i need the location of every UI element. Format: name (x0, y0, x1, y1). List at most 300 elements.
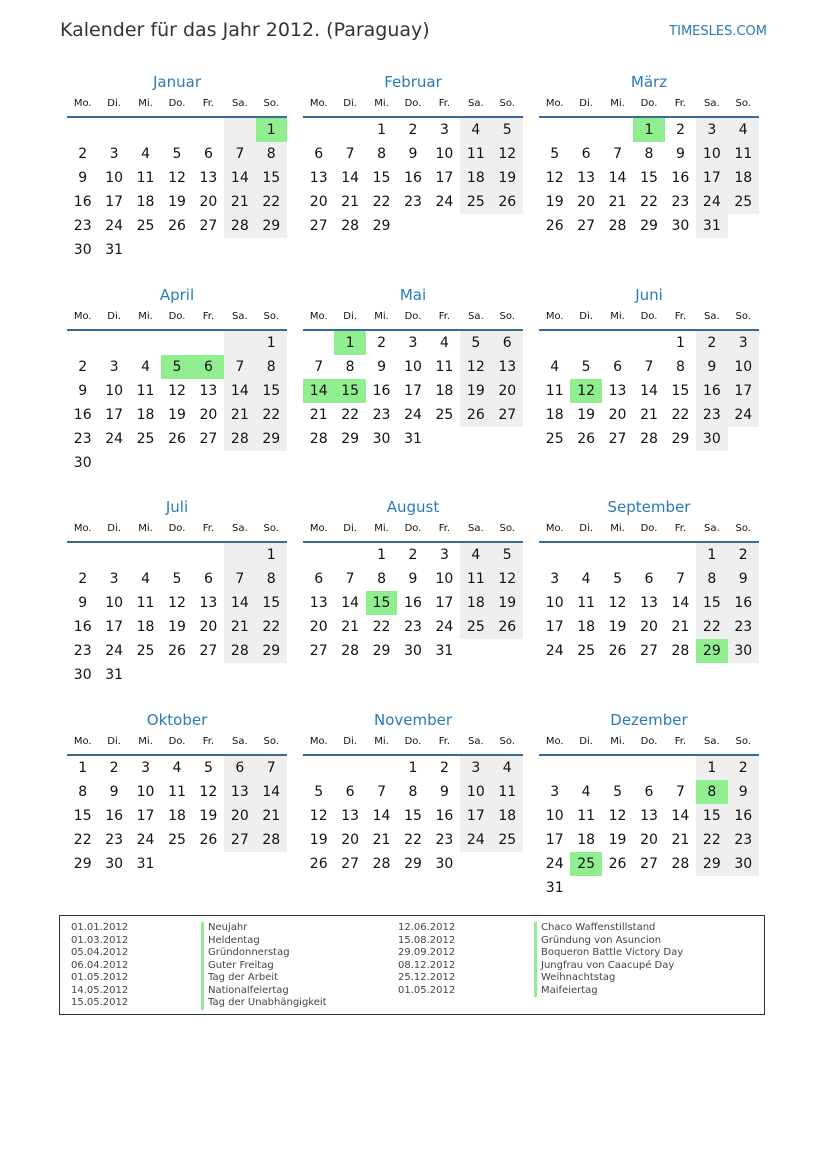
empty-cell (193, 543, 224, 567)
day-cell: 6 (203, 571, 213, 587)
month-name: November (373, 711, 453, 729)
day-cell: 22 (341, 407, 360, 423)
day-cell: 28 (224, 427, 255, 451)
empty-cell (67, 118, 98, 142)
day-cell: 24 (696, 190, 727, 214)
day-cell: 26 (492, 615, 523, 639)
empty-cell (602, 876, 633, 900)
day-cell: 15 (256, 591, 287, 615)
weekday-label: Sa. (231, 523, 248, 534)
day-cell: 30 (105, 856, 124, 872)
day-cell: 25 (136, 218, 155, 234)
day-cell: 28 (640, 431, 658, 447)
weekday-label: Do. (168, 736, 186, 747)
day-cell: 12 (168, 170, 186, 186)
day-cell: 15 (256, 166, 287, 190)
weekday-label: Di. (343, 98, 357, 109)
day-cell: 21 (341, 194, 360, 210)
day-cell: 29 (696, 639, 727, 663)
empty-cell (633, 756, 664, 780)
day-cell: 23 (671, 194, 690, 210)
day-cell: 2 (696, 331, 727, 355)
empty-cell (224, 543, 255, 567)
day-cell: 4 (550, 359, 560, 375)
legend-date: 15.08.2012 (398, 934, 456, 946)
day-cell: 7 (644, 359, 654, 375)
day-cell: 30 (73, 667, 92, 683)
day-cell: 8 (696, 567, 727, 591)
day-cell: 25 (728, 190, 759, 214)
weekday-label: Fr. (202, 523, 215, 534)
day-cell: 24 (404, 407, 422, 423)
weekday-label: Mi. (374, 523, 389, 534)
day-cell: 2 (408, 547, 418, 563)
day-cell: 11 (460, 142, 491, 166)
legend-date: 01.05.2012 (398, 984, 456, 996)
weekday-header (67, 309, 287, 331)
weekday-label: Do. (404, 98, 422, 109)
empty-cell (366, 756, 397, 780)
day-cell: 16 (73, 619, 92, 635)
empty-cell (130, 663, 161, 687)
weekday-label: Do. (404, 311, 422, 322)
empty-cell (696, 876, 727, 900)
weekday-label: Di. (579, 98, 593, 109)
day-cell: 29 (640, 218, 658, 234)
day-cell: 20 (577, 194, 596, 210)
day-cell: 10 (136, 784, 155, 800)
day-cell: 8 (377, 146, 387, 162)
day-cell: 14 (640, 383, 658, 399)
day-cell: 7 (224, 567, 255, 591)
empty-cell (193, 663, 224, 687)
day-cell: 26 (168, 218, 186, 234)
day-cell: 14 (341, 170, 360, 186)
day-cell: 23 (404, 619, 422, 635)
day-cell: 1 (696, 543, 727, 567)
day-cell: 25 (492, 828, 523, 852)
day-cell: 11 (728, 142, 759, 166)
day-cell: 10 (435, 571, 454, 587)
day-cell: 13 (199, 595, 218, 611)
day-cell: 3 (728, 331, 759, 355)
month-name: August (386, 498, 440, 516)
day-cell: 19 (492, 166, 523, 190)
day-cell: 11 (545, 383, 564, 399)
empty-cell (492, 427, 523, 451)
day-cell: 12 (168, 595, 186, 611)
month-name: Januar (153, 73, 201, 91)
legend-holiday-name: Guter Freitag (201, 960, 327, 973)
day-cell: 29 (73, 856, 92, 872)
day-cell: 4 (141, 571, 151, 587)
day-cell: 11 (435, 359, 454, 375)
weekday-label: Mi. (610, 98, 625, 109)
day-cell: 7 (345, 146, 355, 162)
day-cell: 24 (545, 856, 564, 872)
day-cell: 20 (608, 407, 627, 423)
day-cell: 16 (696, 379, 727, 403)
day-cell: 12 (309, 808, 328, 824)
weekday-label: Fr. (438, 736, 451, 747)
day-cell: 30 (696, 427, 727, 451)
day-cell: 2 (109, 760, 119, 776)
day-cell: 24 (435, 194, 454, 210)
day-cell: 15 (372, 170, 391, 186)
day-cell: 15 (334, 379, 365, 403)
day-cell: 6 (224, 756, 255, 780)
empty-cell (161, 118, 192, 142)
day-cell: 31 (105, 667, 124, 683)
day-cell: 5 (161, 355, 192, 379)
day-cell: 24 (435, 619, 454, 635)
day-cell: 30 (372, 431, 391, 447)
weekday-label: Mo. (73, 736, 92, 747)
day-cell: 6 (314, 146, 324, 162)
day-cell: 24 (460, 828, 491, 852)
day-cell: 5 (492, 118, 523, 142)
day-cell: 16 (728, 591, 759, 615)
empty-cell (303, 756, 334, 780)
day-cell: 19 (309, 832, 328, 848)
day-cell: 31 (136, 856, 155, 872)
day-cell: 7 (224, 355, 255, 379)
day-cell: 28 (671, 856, 690, 872)
day-cell: 5 (492, 543, 523, 567)
empty-cell (728, 427, 759, 451)
day-cell: 12 (545, 170, 564, 186)
weekday-label: Mo. (73, 98, 92, 109)
day-cell: 15 (256, 379, 287, 403)
weekday-label: So. (499, 736, 515, 747)
weekday-label: Fr. (674, 98, 687, 109)
day-cell: 25 (545, 431, 564, 447)
weekday-label: Fr. (202, 98, 215, 109)
day-cell: 20 (224, 804, 255, 828)
day-cell: 22 (404, 832, 422, 848)
day-grid (67, 756, 287, 876)
weekday-label: Sa. (703, 523, 720, 534)
day-cell: 5 (172, 571, 182, 587)
day-cell: 22 (671, 407, 690, 423)
day-cell: 19 (199, 808, 218, 824)
empty-cell (224, 118, 255, 142)
day-cell: 14 (608, 170, 627, 186)
day-cell: 14 (224, 591, 255, 615)
day-cell: 14 (341, 595, 360, 611)
day-cell: 13 (608, 383, 627, 399)
empty-cell (397, 214, 428, 238)
day-cell: 27 (492, 403, 523, 427)
day-cell: 13 (492, 355, 523, 379)
month-name: September (607, 498, 691, 516)
weekday-header (67, 521, 287, 543)
day-cell: 6 (613, 359, 623, 375)
day-cell: 9 (408, 571, 418, 587)
day-cell: 17 (696, 166, 727, 190)
empty-cell (633, 331, 664, 355)
day-cell: 4 (728, 118, 759, 142)
empty-cell (256, 238, 287, 262)
day-grid (67, 118, 287, 262)
day-cell: 4 (439, 335, 449, 351)
day-cell: 22 (73, 832, 92, 848)
day-cell: 22 (256, 615, 287, 639)
day-cell: 8 (345, 359, 355, 375)
empty-cell (130, 118, 161, 142)
month-name: Juni (635, 286, 663, 304)
empty-cell (98, 331, 129, 355)
weekday-label: So. (735, 98, 751, 109)
day-cell: 13 (309, 595, 328, 611)
day-cell: 13 (577, 170, 596, 186)
day-cell: 11 (168, 784, 186, 800)
weekday-label: Fr. (438, 523, 451, 534)
day-cell: 5 (613, 784, 623, 800)
day-cell: 9 (408, 146, 418, 162)
month-name: April (159, 286, 195, 304)
day-cell: 23 (105, 832, 124, 848)
day-cell: 19 (608, 619, 627, 635)
day-cell: 28 (341, 643, 360, 659)
empty-cell (570, 118, 601, 142)
day-cell: 18 (492, 804, 523, 828)
empty-cell (161, 238, 192, 262)
weekday-label: Do. (640, 98, 658, 109)
day-cell: 13 (640, 808, 658, 824)
empty-cell (665, 756, 696, 780)
empty-cell (224, 451, 255, 475)
day-cell: 2 (377, 335, 387, 351)
weekday-label: Mi. (610, 736, 625, 747)
month-name: Dezember (610, 711, 688, 729)
empty-cell (602, 118, 633, 142)
weekday-header (67, 96, 287, 118)
month-block (303, 72, 523, 238)
day-cell: 10 (545, 808, 564, 824)
day-cell: 9 (78, 595, 88, 611)
weekday-label: Sa. (703, 98, 720, 109)
day-cell: 4 (460, 118, 491, 142)
day-grid (539, 331, 759, 451)
day-cell: 23 (73, 643, 92, 659)
day-cell: 27 (608, 431, 627, 447)
day-cell: 20 (640, 832, 658, 848)
day-cell: 5 (172, 146, 182, 162)
empty-cell (98, 543, 129, 567)
day-cell: 27 (577, 218, 596, 234)
weekday-label: Sa. (467, 736, 484, 747)
day-cell: 27 (224, 828, 255, 852)
day-cell: 23 (372, 407, 391, 423)
day-cell: 14 (671, 808, 690, 824)
empty-cell (665, 543, 696, 567)
legend-holiday-name: Neujahr (201, 922, 327, 935)
day-cell: 2 (728, 756, 759, 780)
empty-cell (193, 852, 224, 876)
weekday-header (303, 96, 523, 118)
day-cell: 20 (309, 194, 328, 210)
weekday-label: So. (263, 523, 279, 534)
weekday-label: Mi. (374, 98, 389, 109)
day-cell: 21 (640, 407, 658, 423)
empty-cell (665, 876, 696, 900)
day-cell: 30 (73, 455, 92, 471)
legend-date: 08.12.2012 (398, 959, 456, 971)
day-cell: 27 (640, 856, 658, 872)
weekday-label: Do. (640, 736, 658, 747)
day-cell: 21 (224, 403, 255, 427)
empty-cell (303, 118, 334, 142)
day-cell: 13 (199, 383, 218, 399)
day-cell: 9 (377, 359, 387, 375)
day-cell: 12 (460, 355, 491, 379)
day-cell: 14 (256, 780, 287, 804)
day-cell: 19 (492, 591, 523, 615)
day-cell: 15 (640, 170, 658, 186)
day-cell: 16 (105, 808, 124, 824)
day-cell: 15 (73, 808, 92, 824)
day-cell: 6 (644, 784, 654, 800)
weekday-label: Mo. (309, 523, 328, 534)
day-cell: 4 (172, 760, 182, 776)
day-cell: 10 (545, 595, 564, 611)
day-cell: 18 (136, 194, 155, 210)
legend-date: 15.05.2012 (71, 997, 129, 1008)
empty-cell (130, 331, 161, 355)
day-cell: 25 (168, 832, 186, 848)
weekday-label: Mo. (309, 98, 328, 109)
weekday-label: Fr. (674, 736, 687, 747)
empty-cell (334, 543, 365, 567)
legend-date: 12.06.2012 (398, 922, 456, 933)
day-cell: 27 (309, 218, 328, 234)
day-cell: 11 (136, 595, 155, 611)
day-cell: 23 (435, 832, 454, 848)
empty-cell (633, 876, 664, 900)
day-cell: 25 (570, 852, 601, 876)
day-cell: 17 (105, 619, 124, 635)
day-cell: 24 (728, 403, 759, 427)
day-cell: 20 (199, 407, 218, 423)
weekday-label: So. (499, 523, 515, 534)
empty-cell (130, 451, 161, 475)
day-cell: 28 (671, 643, 690, 659)
day-cell: 2 (675, 122, 685, 138)
month-block (67, 710, 287, 876)
weekday-label: Sa. (467, 523, 484, 534)
day-cell: 17 (435, 170, 454, 186)
empty-cell (460, 852, 491, 876)
weekday-label: Di. (579, 311, 593, 322)
day-cell: 11 (577, 595, 596, 611)
empty-cell (429, 427, 460, 451)
day-cell: 1 (256, 118, 287, 142)
weekday-label: Mo. (73, 523, 92, 534)
weekday-label: Di. (343, 523, 357, 534)
legend-date: 01.01.2012 (71, 922, 129, 933)
empty-cell (633, 543, 664, 567)
day-cell: 27 (199, 218, 218, 234)
weekday-label: Do. (168, 98, 186, 109)
day-cell: 29 (256, 214, 287, 238)
day-cell: 21 (309, 407, 328, 423)
day-cell: 9 (696, 355, 727, 379)
weekday-label: So. (263, 98, 279, 109)
day-cell: 2 (78, 146, 88, 162)
day-cell: 8 (377, 571, 387, 587)
day-cell: 6 (345, 784, 355, 800)
weekday-header (539, 734, 759, 756)
day-cell: 3 (408, 335, 418, 351)
day-grid (303, 756, 523, 876)
day-cell: 18 (435, 383, 454, 399)
weekday-label: So. (263, 736, 279, 747)
weekday-header (539, 309, 759, 331)
day-cell: 3 (439, 122, 449, 138)
day-cell: 18 (168, 808, 186, 824)
month-name: März (630, 73, 668, 91)
weekday-label: Mi. (374, 736, 389, 747)
day-cell: 21 (671, 619, 690, 635)
day-grid (539, 543, 759, 663)
day-cell: 1 (408, 760, 418, 776)
day-cell: 15 (696, 591, 727, 615)
day-cell: 1 (334, 331, 365, 355)
day-cell: 23 (728, 615, 759, 639)
weekday-label: Fr. (674, 523, 687, 534)
day-grid (303, 543, 523, 663)
day-cell: 19 (168, 407, 186, 423)
day-cell: 9 (728, 567, 759, 591)
month-name: Mai (399, 286, 427, 304)
weekday-label: Mi. (138, 311, 153, 322)
weekday-label: Mi. (374, 311, 389, 322)
legend-dates-right (398, 922, 455, 997)
day-cell: 10 (728, 355, 759, 379)
day-cell: 8 (256, 355, 287, 379)
day-cell: 10 (404, 359, 422, 375)
weekday-label: Di. (107, 98, 121, 109)
empty-cell (460, 427, 491, 451)
day-cell: 15 (671, 383, 690, 399)
day-cell: 22 (372, 194, 391, 210)
day-cell: 11 (460, 567, 491, 591)
month-block (539, 710, 759, 900)
day-cell: 22 (372, 619, 391, 635)
day-cell: 24 (105, 218, 124, 234)
day-cell: 4 (581, 784, 591, 800)
day-cell: 3 (550, 571, 560, 587)
weekday-label: Mi. (138, 98, 153, 109)
day-cell: 12 (168, 383, 186, 399)
legend-names-right (534, 922, 683, 997)
day-cell: 7 (256, 756, 287, 780)
brand-link[interactable]: TIMESLES.COM (669, 24, 767, 39)
day-cell: 10 (105, 383, 124, 399)
day-cell: 27 (199, 431, 218, 447)
day-cell: 6 (193, 355, 224, 379)
day-cell: 18 (577, 619, 596, 635)
weekday-label: Sa. (703, 311, 720, 322)
weekday-label: Mo. (545, 523, 564, 534)
day-cell: 17 (728, 379, 759, 403)
day-cell: 11 (136, 383, 155, 399)
day-cell: 27 (640, 643, 658, 659)
empty-cell (224, 663, 255, 687)
day-cell: 7 (314, 359, 324, 375)
day-cell: 30 (73, 242, 92, 258)
